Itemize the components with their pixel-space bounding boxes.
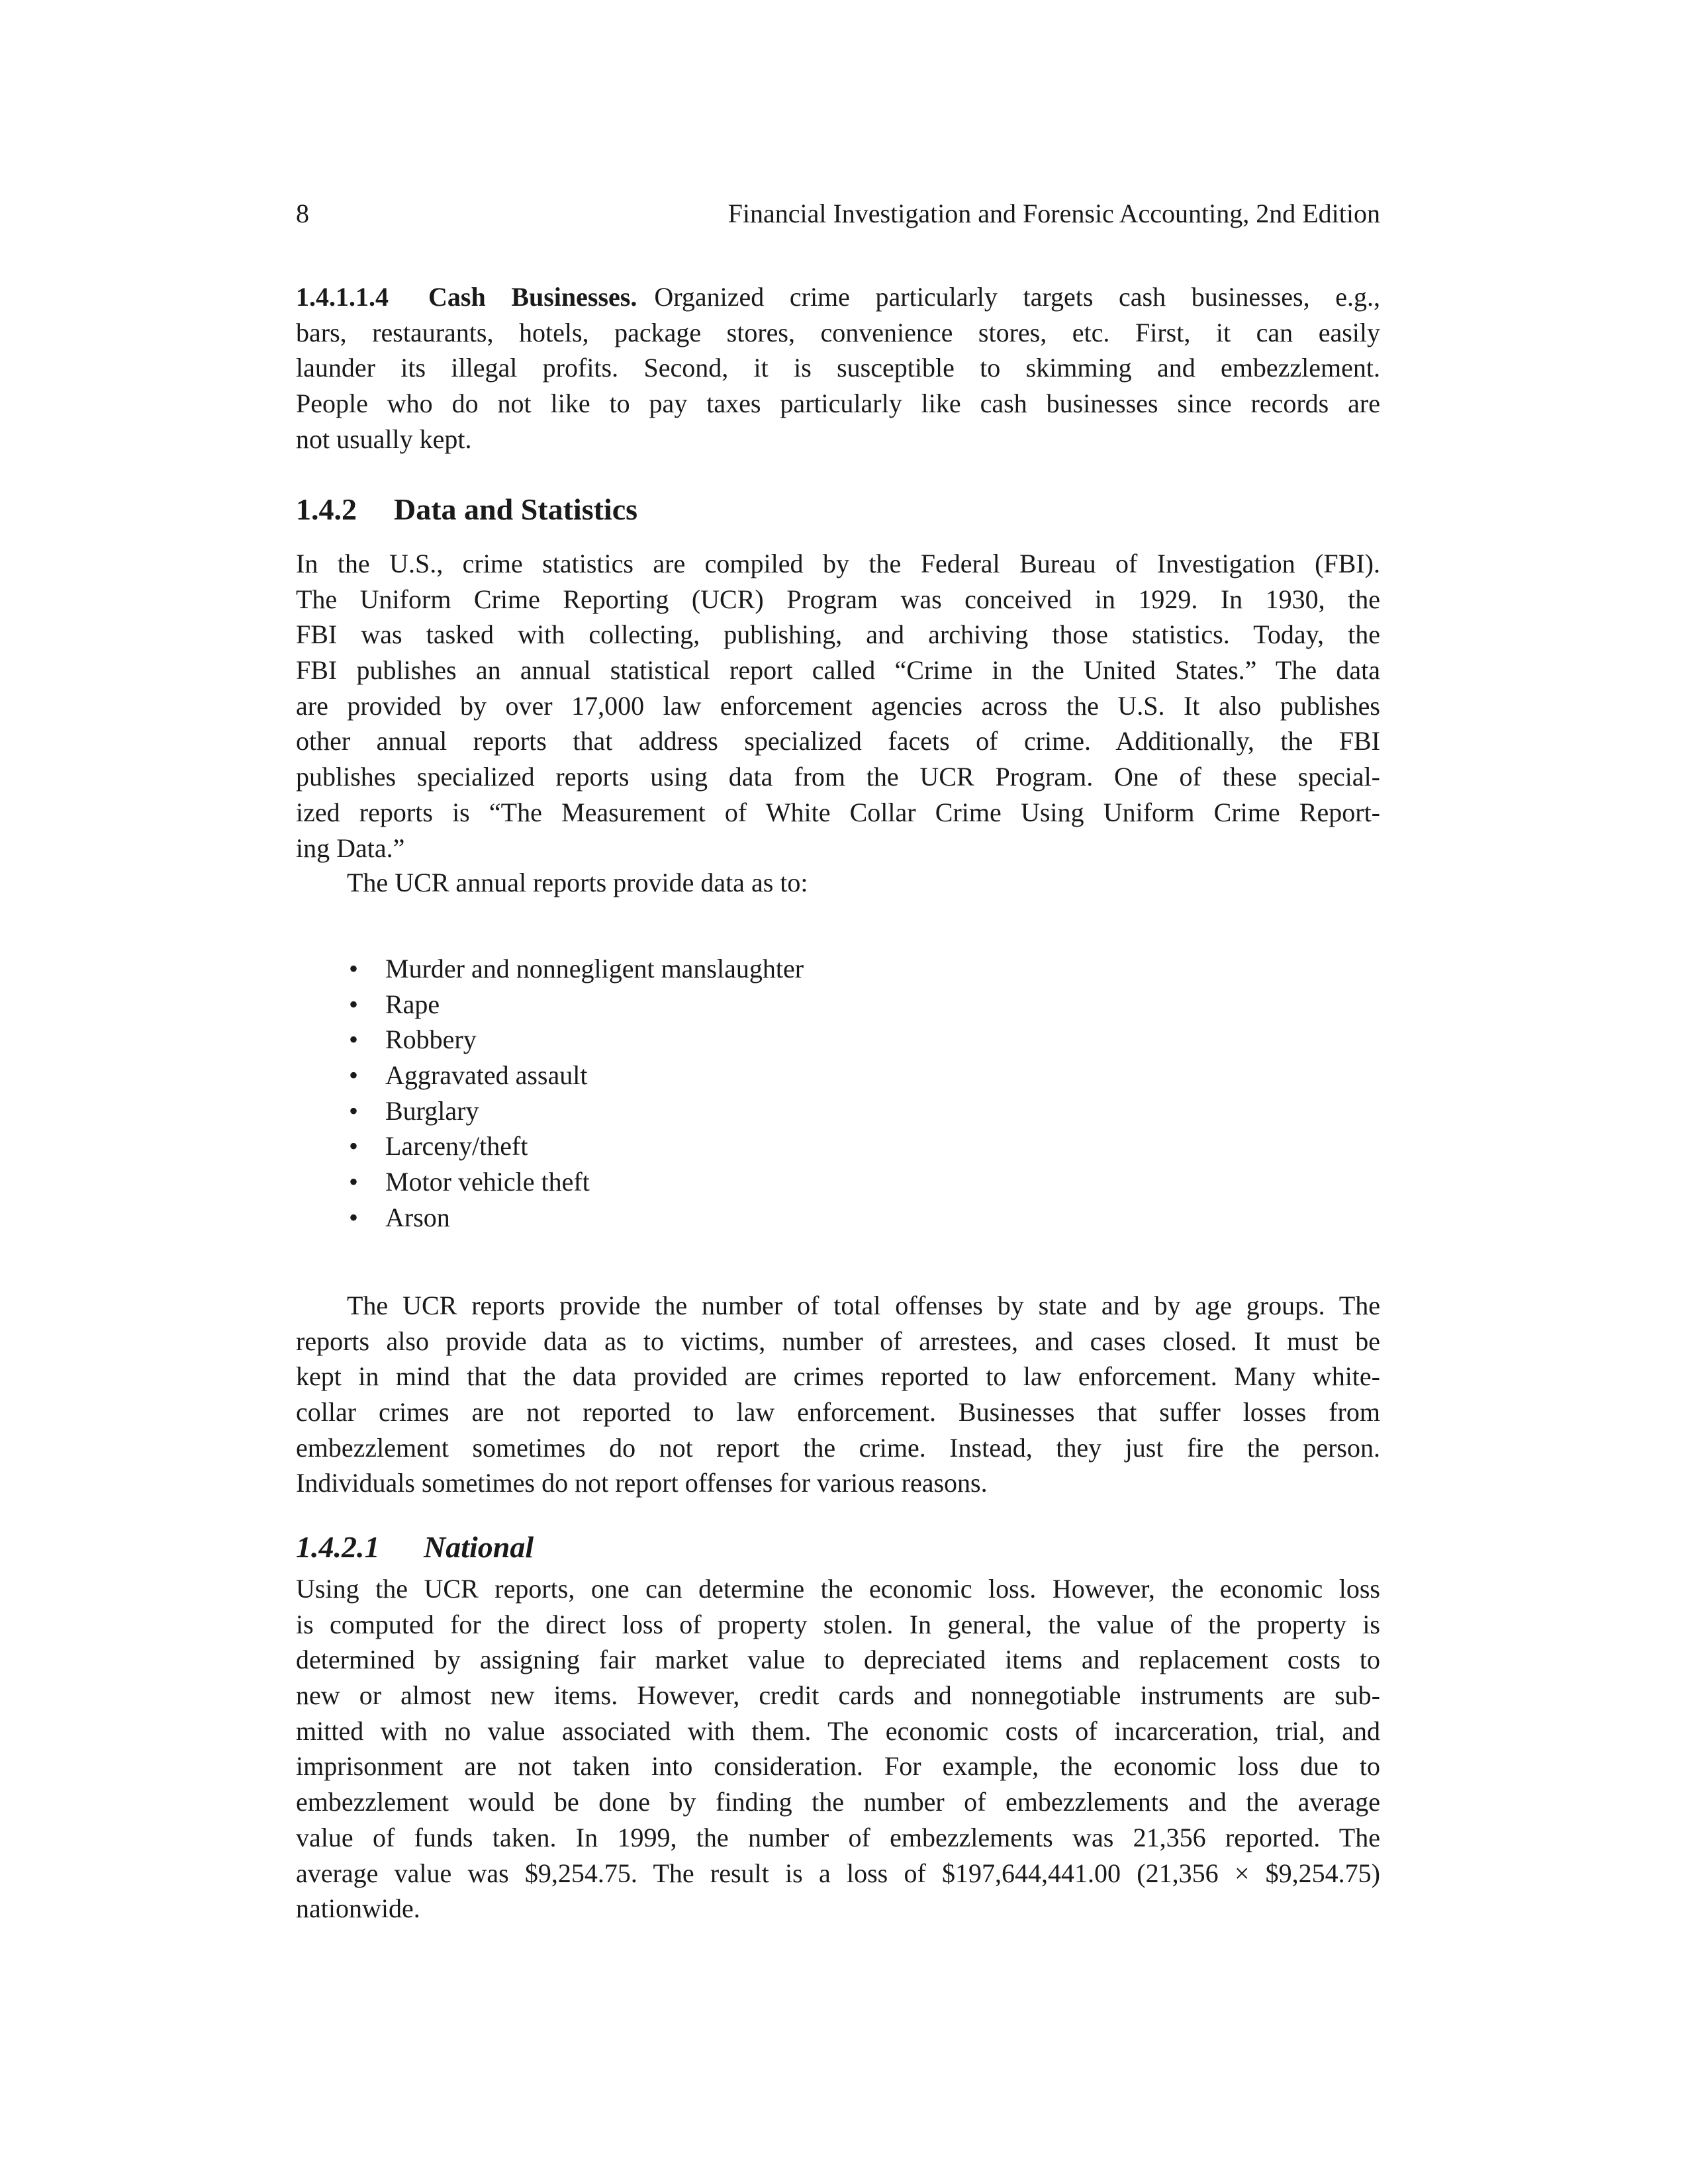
paragraph-line: In the U.S., crime statistics are compiled by the Federal Bureau of Investigation (FBI). xyxy=(296,549,1380,578)
list-intro xyxy=(296,865,1380,901)
paragraph-line: Individuals sometimes do not report offenses for various reasons. xyxy=(296,1468,988,1498)
list-item: • Robbery xyxy=(296,1022,804,1058)
subsection-title: Cash Businesses. xyxy=(428,282,637,312)
bullet-icon: • xyxy=(349,954,359,983)
paragraph-line: Using the UCR reports, one can determine the economic loss. However, the economic loss xyxy=(296,1574,1380,1604)
list-item: • Aggravated assault xyxy=(296,1058,804,1093)
paragraph-line: 1.4.1.1.4 Cash Businesses. Organized crime particularly targets cash businesses, e.g., xyxy=(296,279,1380,315)
list-item: • Burglary xyxy=(296,1093,804,1129)
paragraph-line: kept in mind that the data provided are crimes reported to law enforcement. Many white- xyxy=(296,1361,1380,1392)
list-item: • Arson xyxy=(296,1200,804,1236)
list-item: • Larceny/theft xyxy=(296,1128,804,1164)
paragraph-line: publishes specialized reports using data from the UCR Program. One of these special- xyxy=(296,762,1380,792)
paragraph-line: determined by assigning fair market value to depreciated items and replacement costs to xyxy=(296,1645,1380,1675)
paragraph-line: ized reports is “The Measurement of White Collar Crime Using Uniform Crime Report- xyxy=(296,797,1380,827)
subsection-number: 1.4.2.1 xyxy=(296,1530,380,1564)
paragraph-line: is computed for the direct loss of property stolen. In general, the value of the property is xyxy=(296,1609,1380,1639)
paragraph-line: bars, restaurants, hotels, package stores, convenience stores, etc. First, it can easily xyxy=(296,317,1380,347)
paragraph-line: imprisonment are not taken into consideration. For example, the economic loss due to xyxy=(296,1751,1380,1782)
paragraph-line: new or almost new items. However, credit cards and nonnegotiable instruments are sub- xyxy=(296,1680,1380,1711)
paragraph-line: value of funds taken. In 1999, the number of embezzlements was 21,356 reported. The xyxy=(296,1822,1380,1852)
paragraph-line: People who do not like to pay taxes particularly like cash businesses since records are xyxy=(296,388,1380,419)
bullet-icon: • xyxy=(349,1024,359,1055)
ucr-reports-paragraph xyxy=(296,1288,1380,1501)
paragraph-line: The UCR reports provide the number of total offenses by state and by age groups. The xyxy=(347,1291,1380,1320)
paragraph-line: embezzlement sometimes do not report the crime. Instead, they just fire the person. xyxy=(296,1432,1380,1463)
bullet-icon: • xyxy=(349,1060,359,1091)
paragraph-line: average value was $9,254.75. The result is a loss of $197,644,441.00 (21,356 × $9,254.75) xyxy=(296,1858,1380,1888)
list-item: • Motor vehicle theft xyxy=(296,1164,804,1200)
section-title: Data and Statistics xyxy=(394,492,638,526)
bullet-icon: • xyxy=(349,989,359,1019)
cash-businesses-paragraph xyxy=(296,279,1380,457)
crime-type-list xyxy=(296,951,804,1236)
subsection-heading xyxy=(296,1527,534,1567)
paragraph-line: nationwide. xyxy=(296,1893,420,1924)
paragraph-line: embezzlement would be done by finding the number of embezzlements and the average xyxy=(296,1787,1380,1817)
paragraph-line: mitted with no value associated with them. The economic costs of incarceration, trial, and xyxy=(296,1715,1380,1746)
paragraph-line: FBI was tasked with collecting, publishing, and archiving those statistics. Today, the xyxy=(296,619,1380,650)
section-number: 1.4.2 xyxy=(296,492,357,526)
section-heading xyxy=(296,490,637,529)
bullet-icon: • xyxy=(349,1167,359,1197)
list-item: • Rape xyxy=(296,987,804,1023)
subsection-title: National xyxy=(424,1530,534,1564)
list-item: • Murder and nonnegligent manslaughter xyxy=(296,951,804,987)
bullet-icon: • xyxy=(349,1202,359,1232)
paragraph-line: not usually kept. xyxy=(296,424,472,454)
paragraph-line: FBI publishes an annual statistical report called “Crime in the United States.” The data xyxy=(296,655,1380,686)
running-title: Financial Investigation and Forensic Accounting, 2nd Edition xyxy=(727,199,1380,228)
paragraph-line: collar crimes are not reported to law enforcement. Businesses that suffer losses from xyxy=(296,1397,1380,1428)
paragraph-line: are provided by over 17,000 law enforcement agencies across the U.S. It also publishes xyxy=(296,690,1380,721)
list-intro-text: The UCR annual reports provide data as to: xyxy=(347,868,808,897)
paragraph-line: launder its illegal profits. Second, it is susceptible to skimming and embezzlement. xyxy=(296,353,1380,383)
data-statistics-paragraph xyxy=(296,546,1380,866)
bullet-icon: • xyxy=(349,1131,359,1161)
page-number: 8 xyxy=(296,199,309,228)
paragraph-line: reports also provide data as to victims, number of arrestees, and cases closed. It must be xyxy=(296,1326,1380,1356)
page-header xyxy=(296,194,1380,234)
subsection-number: 1.4.1.1.4 xyxy=(296,282,389,312)
paragraph-line: other annual reports that address specialized facets of crime. Additionally, the FBI xyxy=(296,726,1380,756)
paragraph-line: The Uniform Crime Reporting (UCR) Program was conceived in 1929. In 1930, the xyxy=(296,584,1380,614)
national-paragraph xyxy=(296,1571,1380,1927)
bullet-icon: • xyxy=(349,1095,359,1126)
paragraph-line: ing Data.” xyxy=(296,833,405,863)
